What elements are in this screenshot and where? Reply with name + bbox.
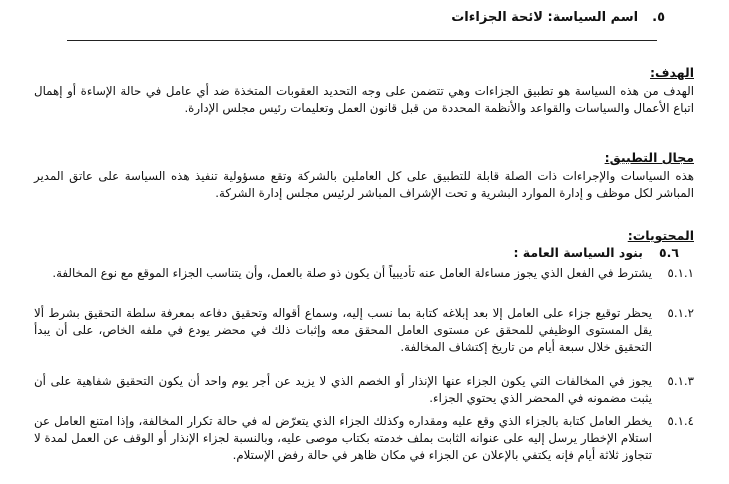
clause-number: ٥.١.٤ (667, 414, 694, 428)
clause-text: يجوز في المخالفات التي يكون الجزاء عنها الإنذار أو الخصم الذي لا يزيد عن أجر يوم واحد أن يكون التحقيق شفاهية على أن يثبت مضمونه في المحضر الذي يحتوي الجزاء. (34, 374, 652, 405)
clause-item (34, 265, 694, 282)
clause-item (34, 413, 694, 464)
clause-item (34, 305, 694, 356)
policy-title: اسم السياسة: لائحة الجزاءات (451, 9, 639, 25)
goal-heading: الهدف: (650, 65, 694, 80)
clause-text: يحظر توقيع جزاء على العامل إلا بعد إبلاغه كتابة بما نسب إليه، وسماع أقواله وتحقيق دفاعه بمعرفة سلطة التحقيق بشرط ألا يقل المستوى الوظيفي للمحقق عن مستوى العامل المحقق معه وإثبات ذلك في محضر يودع في ملفه الخاص، على أن يبدأ التحقيق خلال سبعة أيام من تاريخ إكتشاف المخالفة. (34, 306, 652, 354)
section-number: ٥. (652, 9, 665, 25)
scope-text: هذه السياسات والإجراءات ذات الصلة قابلة للتطبيق على كل العاملين بالشركة وتقع مسؤولية تنفيذ هذه السياسة على عاتق المدير المباشر لكل موظف و إدارة الموارد البشرية و تحت الإشراف المباشر لرئيس مجلس إدارة الشركة. (34, 169, 694, 200)
clause-text: يشترط في الفعل الذي يجوز مساءلة العامل عنه تأديبياً أن يكون ذو صلة بالعمل، وأن يتناسب الجزاء الموقع مع نوع المخالفة. (52, 266, 652, 280)
contents-heading: المحتويات: (627, 228, 694, 243)
policy-title-row (65, 5, 665, 29)
scope-heading: مجال التطبيق: (604, 150, 694, 165)
clause-number: ٥.١.١ (667, 266, 694, 280)
title-divider (67, 40, 657, 41)
clause-text: يخطر العامل كتابة بالجزاء الذي وقع عليه ومقداره وكذلك الجزاء الذي يتعرّض له في حالة تكرار المخالفة، وإذا امتنع العامل عن استلام الإخطار يرسل إليه على عنوانه الثابت بملف خدمته بكتاب موصى عليه، وبالنسبة لجزاء الإنذار أو الوقف عن العمل لمدة لا تتجاوز ثلاثة أيام فإنه يكتفي بالإعلان عن الجزاء في مكان ظاهر في حالة رفض الإستلام. (34, 414, 652, 462)
goal-text: الهدف من هذه السياسة هو تطبيق الجزاءات وهي تتضمن على وجه التحديد العقوبات المتخذة ضد أي عامل في حالة الإساءة أو إهمال اتباع الأعمال والسياسات والقواعد والأنظمة المحددة من قبل قانون العمل وتعليمات رئيس مجلس الإدارة. (34, 84, 694, 115)
clause-number: ٥.١.٢ (667, 306, 694, 320)
sub-section-number: ٥.٦ (658, 245, 679, 260)
clause-item (34, 373, 694, 407)
sub-section-title: بنود السياسة العامة : (513, 245, 643, 260)
clause-number: ٥.١.٣ (667, 374, 694, 388)
general-terms-heading (513, 245, 679, 260)
